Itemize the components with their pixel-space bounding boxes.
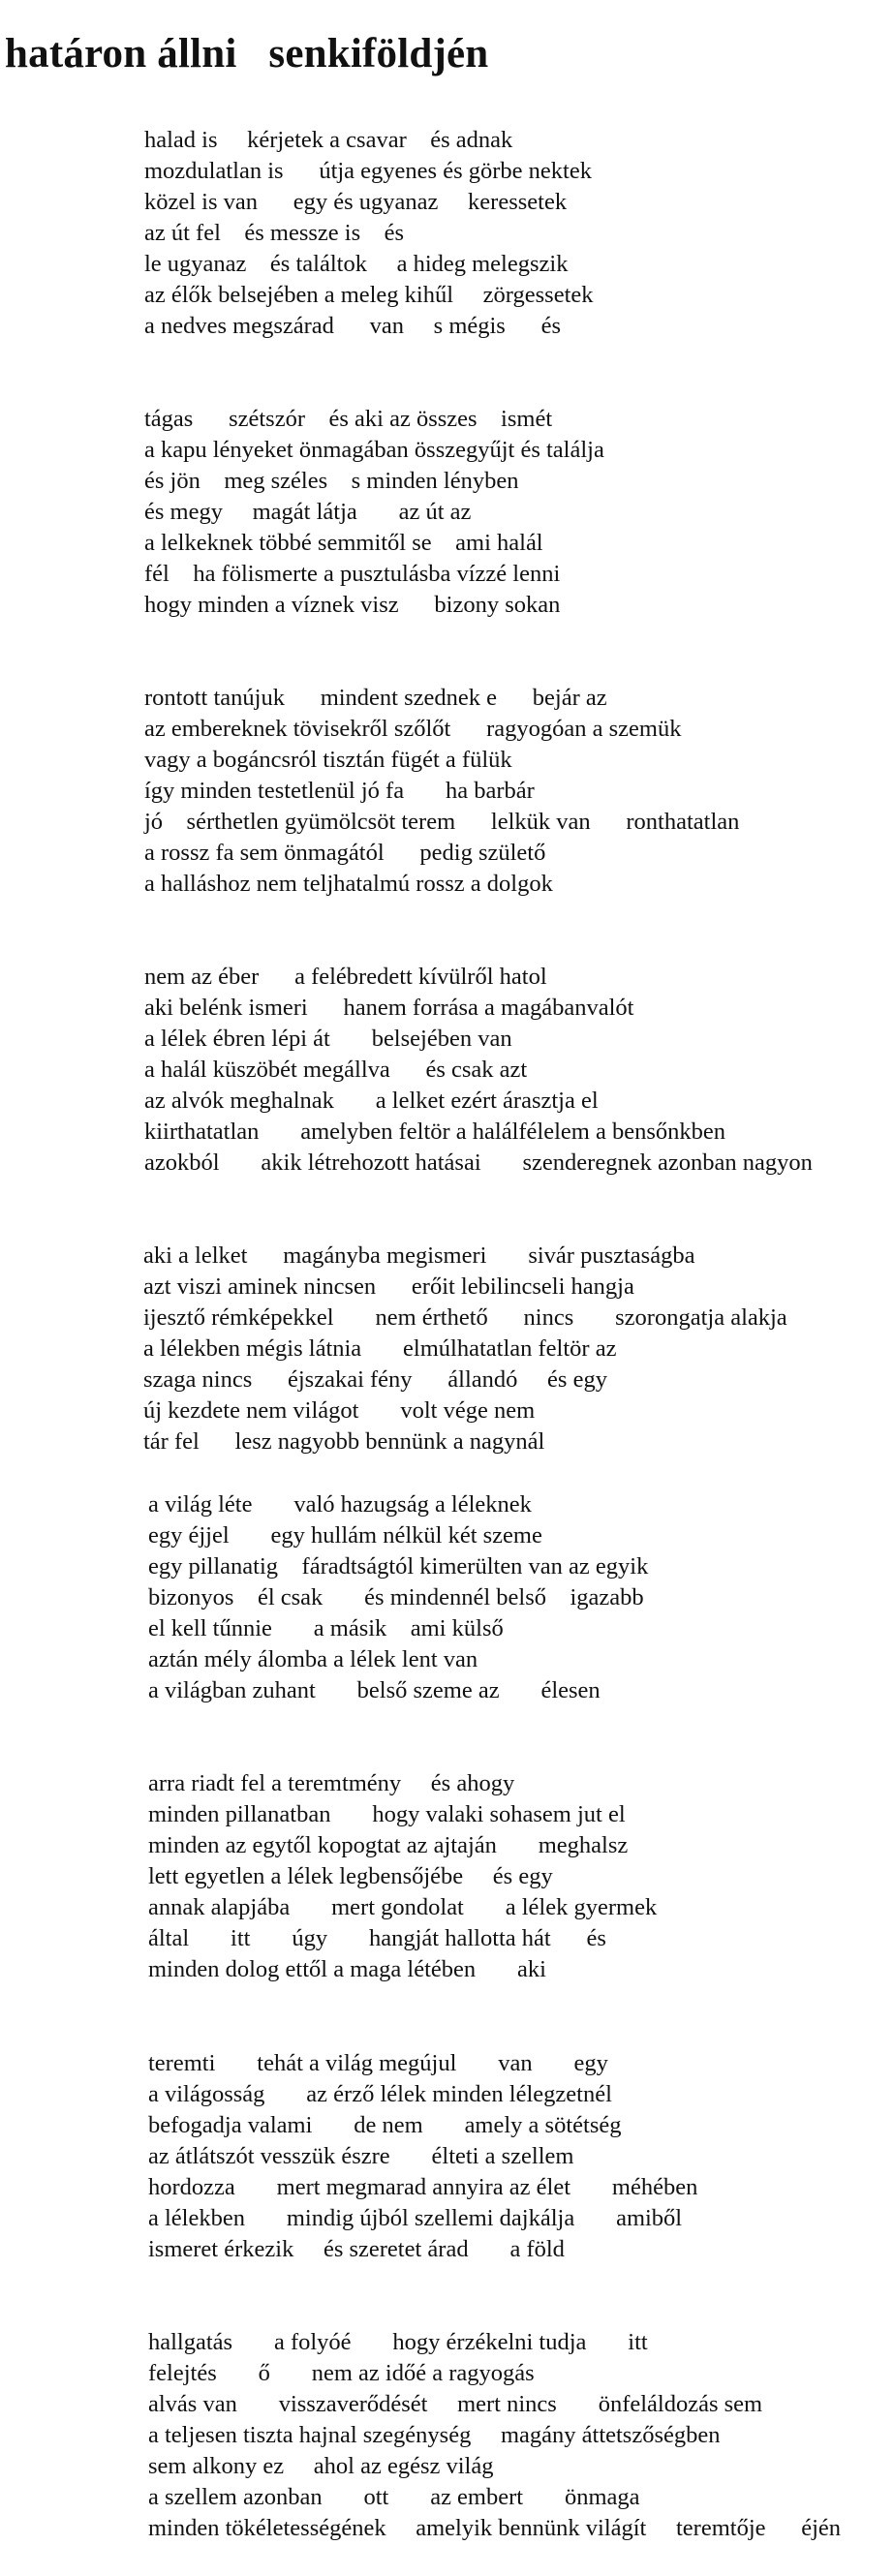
poem-line: az út fel és messze is és — [144, 220, 405, 246]
poem-line: a szellem azonban ott az embert önmaga — [148, 2484, 640, 2510]
poem-line: szaga nincs éjszakai fény állandó és egy — [143, 1366, 607, 1393]
poem-line: teremti tehát a világ megújul van egy — [148, 2050, 608, 2076]
poem-line: azokból akik létrehozott hatásai szenderegnek azonban nagyon — [144, 1150, 813, 1176]
poem-line: alvás van visszaverődését mert nincs önfeláldozás sem — [148, 2391, 763, 2417]
poem-line: az alvók meghalnak a lelket ezért árasztja el — [144, 1088, 599, 1114]
poem-line: közel is van egy és ugyanaz keressetek — [144, 189, 568, 215]
stanza — [148, 2048, 697, 2265]
poem-line: minden pillanatban hogy valaki sohasem jut el — [148, 1801, 626, 1827]
poem-line: hogy minden a víznek visz bizony sokan — [144, 592, 561, 618]
poem-line: a kapu lényeket önmagában összegyűjt és találja — [144, 437, 604, 463]
poem-line: egy pillanatig fáradtságtól kimerülten van az egyik — [148, 1553, 649, 1579]
poem-line: a lelkeknek többé semmitől se ami halál — [144, 530, 543, 556]
poem-line: minden dolog ettől a maga létében aki — [148, 1956, 546, 1982]
poem-line: a lélekben mindig újból szellemi dajkálja amiből — [148, 2205, 683, 2231]
poem-line: hallgatás a folyóé hogy érzékelni tudja itt — [148, 2329, 648, 2355]
poem-line: halad is kérjetek a csavar és adnak — [144, 127, 513, 153]
poem-line: felejtés ő nem az időé a ragyogás — [148, 2360, 535, 2386]
poem-line: ismeret érkezik és szeretet árad a föld — [148, 2236, 565, 2262]
poem-line: le ugyanaz és találtok a hideg melegszik — [144, 251, 569, 277]
poem-line: aztán mély álomba a lélek lent van — [148, 1646, 478, 1672]
poem-line: és megy magát látja az út az — [144, 499, 472, 525]
poem-line: az átlátszót vesszük észre élteti a szellem — [148, 2143, 574, 2169]
poem-line: lett egyetlen a lélek legbensőjébe és egy — [148, 1863, 553, 1889]
poem-line: a halál küszöbét megállva és csak azt — [144, 1057, 528, 1083]
poem-line: minden tökéletességének amelyik bennünk világít teremtője éjén — [148, 2515, 842, 2541]
poem-line: és jön meg széles s minden lényben — [144, 468, 519, 494]
poem-line: a rossz fa sem önmagától pedig születő — [144, 840, 546, 866]
stanza — [143, 1241, 787, 1457]
stanza — [144, 125, 594, 342]
poem-line: új kezdete nem világot volt vége nem — [143, 1397, 536, 1424]
poem-line: egy éjjel egy hullám nélkül két szeme — [148, 1522, 542, 1549]
poem-line: ijesztő rémképekkel nem érthető nincs szorongatja alakja — [143, 1304, 787, 1331]
poem-line: az embereknek tövisekről szőlőt ragyogóan a szemük — [144, 716, 682, 742]
poem-line: a lélek ébren lépi át belsejében van — [144, 1026, 512, 1052]
poem-line: aki a lelket magányba megismeri sivár pusztaságba — [143, 1242, 695, 1269]
poem-line: el kell tűnnie a másik ami külső — [148, 1615, 504, 1641]
poem-line: azt viszi aminek nincsen erőit lebilincseli hangja — [143, 1273, 634, 1300]
poem-line: tár fel lesz nagyobb bennünk a nagynál — [143, 1428, 545, 1455]
poem-line: a világosság az érző lélek minden lélegzetnél — [148, 2081, 612, 2107]
poem-line: bizonyos él csak és mindennél belső igazabb — [148, 1584, 644, 1610]
poem-line: jó sérthetlen gyümölcsöt terem lelkük van ronthatatlan — [144, 809, 740, 835]
poem-line: fél ha fölismerte a pusztulásba vízzé lenni — [144, 561, 561, 587]
poem-line: arra riadt fel a teremtmény és ahogy — [148, 1770, 515, 1796]
stanza — [144, 962, 813, 1179]
poem-line: a nedves megszárad van s mégis és — [144, 313, 561, 339]
poem-line: rontott tanújuk mindent szednek e bejár az — [144, 685, 607, 711]
poem-line: mozdulatlan is útja egyenes és görbe nektek — [144, 158, 592, 184]
stanza — [148, 1768, 657, 1985]
poem-line: kiirthatatlan amelyben feltör a halálfélelem a bensőnkben — [144, 1119, 726, 1145]
poem-line: hordozza mert megmarad annyira az élet méhében — [148, 2174, 698, 2200]
stanza — [144, 404, 604, 621]
poem-line: így minden testetlenül jó fa ha barbár — [144, 778, 535, 804]
poem-line: minden az egytől kopogtat az ajtaján meghalsz — [148, 1832, 629, 1858]
poem-line: annak alapjába mert gondolat a lélek gyermek — [148, 1894, 658, 1920]
poem-line: a halláshoz nem teljhatalmú rossz a dolgok — [144, 871, 553, 897]
poem-line: sem alkony ez ahol az egész világ — [148, 2453, 494, 2479]
poem-line: a világ léte való hazugság a léleknek — [148, 1491, 532, 1518]
poem-line: által itt úgy hangját hallotta hát és — [148, 1925, 606, 1951]
stanza — [148, 1489, 648, 1706]
poem-title: határon állni senkiföldjén — [5, 31, 489, 77]
poem-line: tágas szétszór és aki az összes ismét — [144, 406, 553, 432]
poem-line: a lélekben mégis látnia elmúlhatatlan feltör az — [143, 1335, 617, 1362]
stanza — [144, 683, 739, 900]
poem-line: a világban zuhant belső szeme az élesen — [148, 1677, 601, 1703]
stanza — [148, 2327, 841, 2544]
poem-line: az élők belsejében a meleg kihűl zörgessetek — [144, 282, 594, 308]
poem-line: a teljesen tiszta hajnal szegénység magány áttetszőségben — [148, 2422, 721, 2448]
poem-line: aki belénk ismeri hanem forrása a magábanvalót — [144, 995, 634, 1021]
poem-line: vagy a bogáncsról tisztán fügét a fülük — [144, 747, 512, 773]
poem-line: nem az éber a felébredett kívülről hatol — [144, 964, 547, 990]
poem-line: befogadja valami de nem amely a sötétség — [148, 2112, 622, 2138]
